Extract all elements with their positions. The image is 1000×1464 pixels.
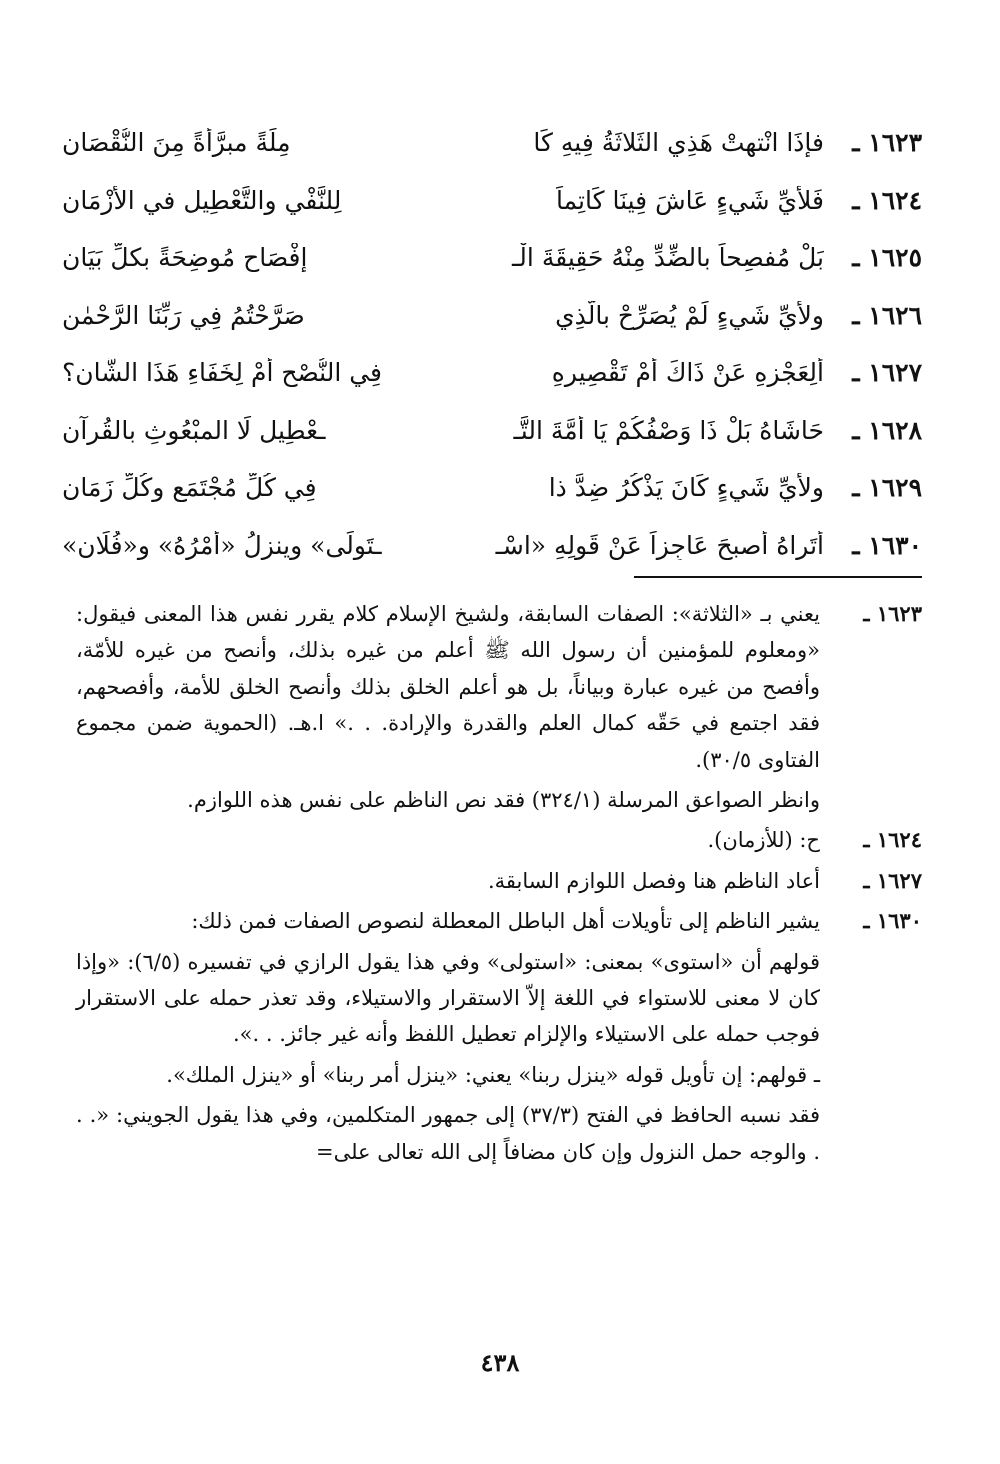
verse-number: ١٦٣٠ ـ	[852, 530, 922, 560]
footnote-paragraph: قولهم أن «استوى» بمعنى: «استولى» وفي هذا يقول الرازي في تفسيره (٦/٥): «وإذا كان لا معنى للاستواء في اللغة إلاّ الاستقرار والاستيلاء، وقد تعذر حمله على الاستقرار فوجب حمله على الاستيلاء والإلزام تعطيل اللفظ وأنه غير جائز. . .».	[76, 949, 821, 1047]
footnote-paragraph: ـ قولهم: إن تأويل قوله «ينزل ربنا» يعني: «ينزل أمر ربنا» أو «ينزل الملك».	[166, 1062, 820, 1087]
footnote-number: ١٦٣٠ ـ	[863, 908, 922, 934]
footnote-paragraph: يشير الناظم إلى تأويلات أهل الباطل المعطلة لنصوص الصفات فمن ذلك:	[191, 909, 820, 934]
verse-line	[62, 358, 922, 416]
verse-number: ١٦٢٥ ـ	[852, 243, 922, 272]
verse-first-hemistich: ألِعَجْزِهِ عَنْ ذَاكَ أمْ تَقْصِيرِهِ	[551, 358, 824, 387]
verse-first-hemistich: ولأيِّ شَيءٍ كَانَ يَذْكُرُ ضِدَّ ذا	[548, 473, 824, 502]
verse-number: ١٦٢٩ ـ	[852, 473, 922, 502]
footnote	[76, 903, 922, 1174]
footnote-number: ١٦٢٤ ـ	[863, 827, 922, 853]
verse-first-hemistich: ولأيِّ شَيءٍ لَمْ يُصَرِّحْ بالَّذِي	[555, 300, 824, 330]
footnote	[76, 822, 922, 862]
footnote-number: ١٦٢٧ ـ	[863, 867, 922, 893]
verse-second-hemistich: صَرَّحْتُمُ فِي رَبِّنَا الرَّحْمٰنِ	[62, 300, 305, 330]
footnote-paragraph: فقد نسبه الحافظ في الفتح (٣٧/٣) إلى جمهور المتكلمين، وفي هذا يقول الجويني: «. . . والوجه حمل النزول وإن كان مضافاً إلى الله تعالى على=	[76, 1103, 820, 1164]
footnote-paragraph: ح: (للأزمان).	[707, 828, 820, 853]
verse-line	[62, 301, 922, 359]
page-number: ٤٣٨	[480, 1348, 520, 1377]
verse-second-hemistich: مِلَةً مبرَّأَةً مِنَ النُّقْصَانِ	[62, 128, 291, 157]
verse-number: ١٦٢٧ ـ	[852, 358, 922, 387]
footnote-paragraph: أعاد الناظم هنا وفصل اللوازم السابقة.	[487, 868, 820, 893]
footnote-body	[76, 596, 820, 822]
verse-first-hemistich: بَلْ مُفصِحاً بالضِّدِّ مِنْهُ حَقِيقَةَ الْـ	[511, 243, 824, 272]
verse-number: ١٦٢٤ ـ	[852, 185, 922, 215]
verse-second-hemistich: ـعْطِيلِ لَا المبْعُوثِ بالقُرآنِ	[62, 415, 326, 445]
verse-line	[62, 531, 922, 589]
footnote	[76, 596, 922, 822]
verse-number: ١٦٢٣ ـ	[852, 128, 922, 157]
footnote-body	[76, 903, 820, 1174]
verse-first-hemistich: حَاشَاهُ بَلْ ذَا وَصْفُكُمْ يَا أُمَّةَ التَّـ	[513, 415, 824, 445]
verse-first-hemistich: فَلأيِّ شَيءٍ عَاشَ فِينَا كَاتِماً	[555, 185, 824, 215]
verse-second-hemistich: إفْصَاحِ مُوضِحَةً بكلِّ بَيَانِ	[62, 243, 308, 272]
footnote-body	[76, 863, 820, 903]
verse-line	[62, 473, 922, 531]
verse-number: ١٦٢٨ ـ	[852, 415, 922, 445]
verse-second-hemistich: فِي النُّصْحِ أمْ لِخَفَاءِ هَذَا الشَّانِ؟	[62, 358, 383, 387]
verse-second-hemistich: لِلنَّفْيِ والتَّعْطِيلِ في الأزْمَانِ	[62, 185, 342, 215]
verse-line	[62, 416, 922, 474]
verse-line	[62, 243, 922, 301]
verse-line	[62, 186, 922, 244]
footnotes	[76, 596, 922, 1174]
footnote-body	[76, 822, 820, 862]
footnote	[76, 863, 922, 903]
footnote-number: ١٦٢٣ ـ	[863, 601, 922, 626]
footnote-paragraph: يعني بـ «الثلاثة»: الصفات السابقة، ولشيخ الإسلام كلام يقرر نفس هذا المعنى فيقول: «ومعلوم للمؤمنين أن رسول الله ﷺ أعلم من غيره بذلك، وأنصح من غيره للأمّة، وأفصح من غيره عبارة وبياناً، بل هو أعلم الخلق بذلك وأنصح الخلق للأمة، وأفصحهم، فقد اجتمع في حَقّه كمال العلم والقدرة والإرادة. . .» ا.هـ. (الحموية ضمن مجموع الفتاوى ٣٠/٥).	[76, 602, 820, 772]
verse-second-hemistich: فِي كُلِّ مُجْتَمَعٍ وكُلِّ زَمَانِ	[62, 473, 317, 502]
verse-line	[62, 128, 922, 186]
footnote-separator	[634, 576, 922, 578]
footnote-paragraph: وانظر الصواعق المرسلة (٣٢٤/١) فقد نص الناظم على نفس هذه اللوازم.	[187, 788, 820, 813]
verse-first-hemistich: أتَراهُ أصبحَ عَاجِزاً عَنْ قَولِهِ «اسْـ	[495, 530, 824, 560]
poem-verses	[62, 128, 922, 588]
verse-second-hemistich: ـتَولَى» وينزلُ «أَمْرُهُ» و«فُلَانِ»	[62, 530, 382, 560]
verse-number: ١٦٢٦ ـ	[852, 300, 922, 330]
verse-first-hemistich: فإذَا انْتهتْ هَذِي الثَلاثَةُ فِيهِ كَا	[533, 128, 824, 157]
